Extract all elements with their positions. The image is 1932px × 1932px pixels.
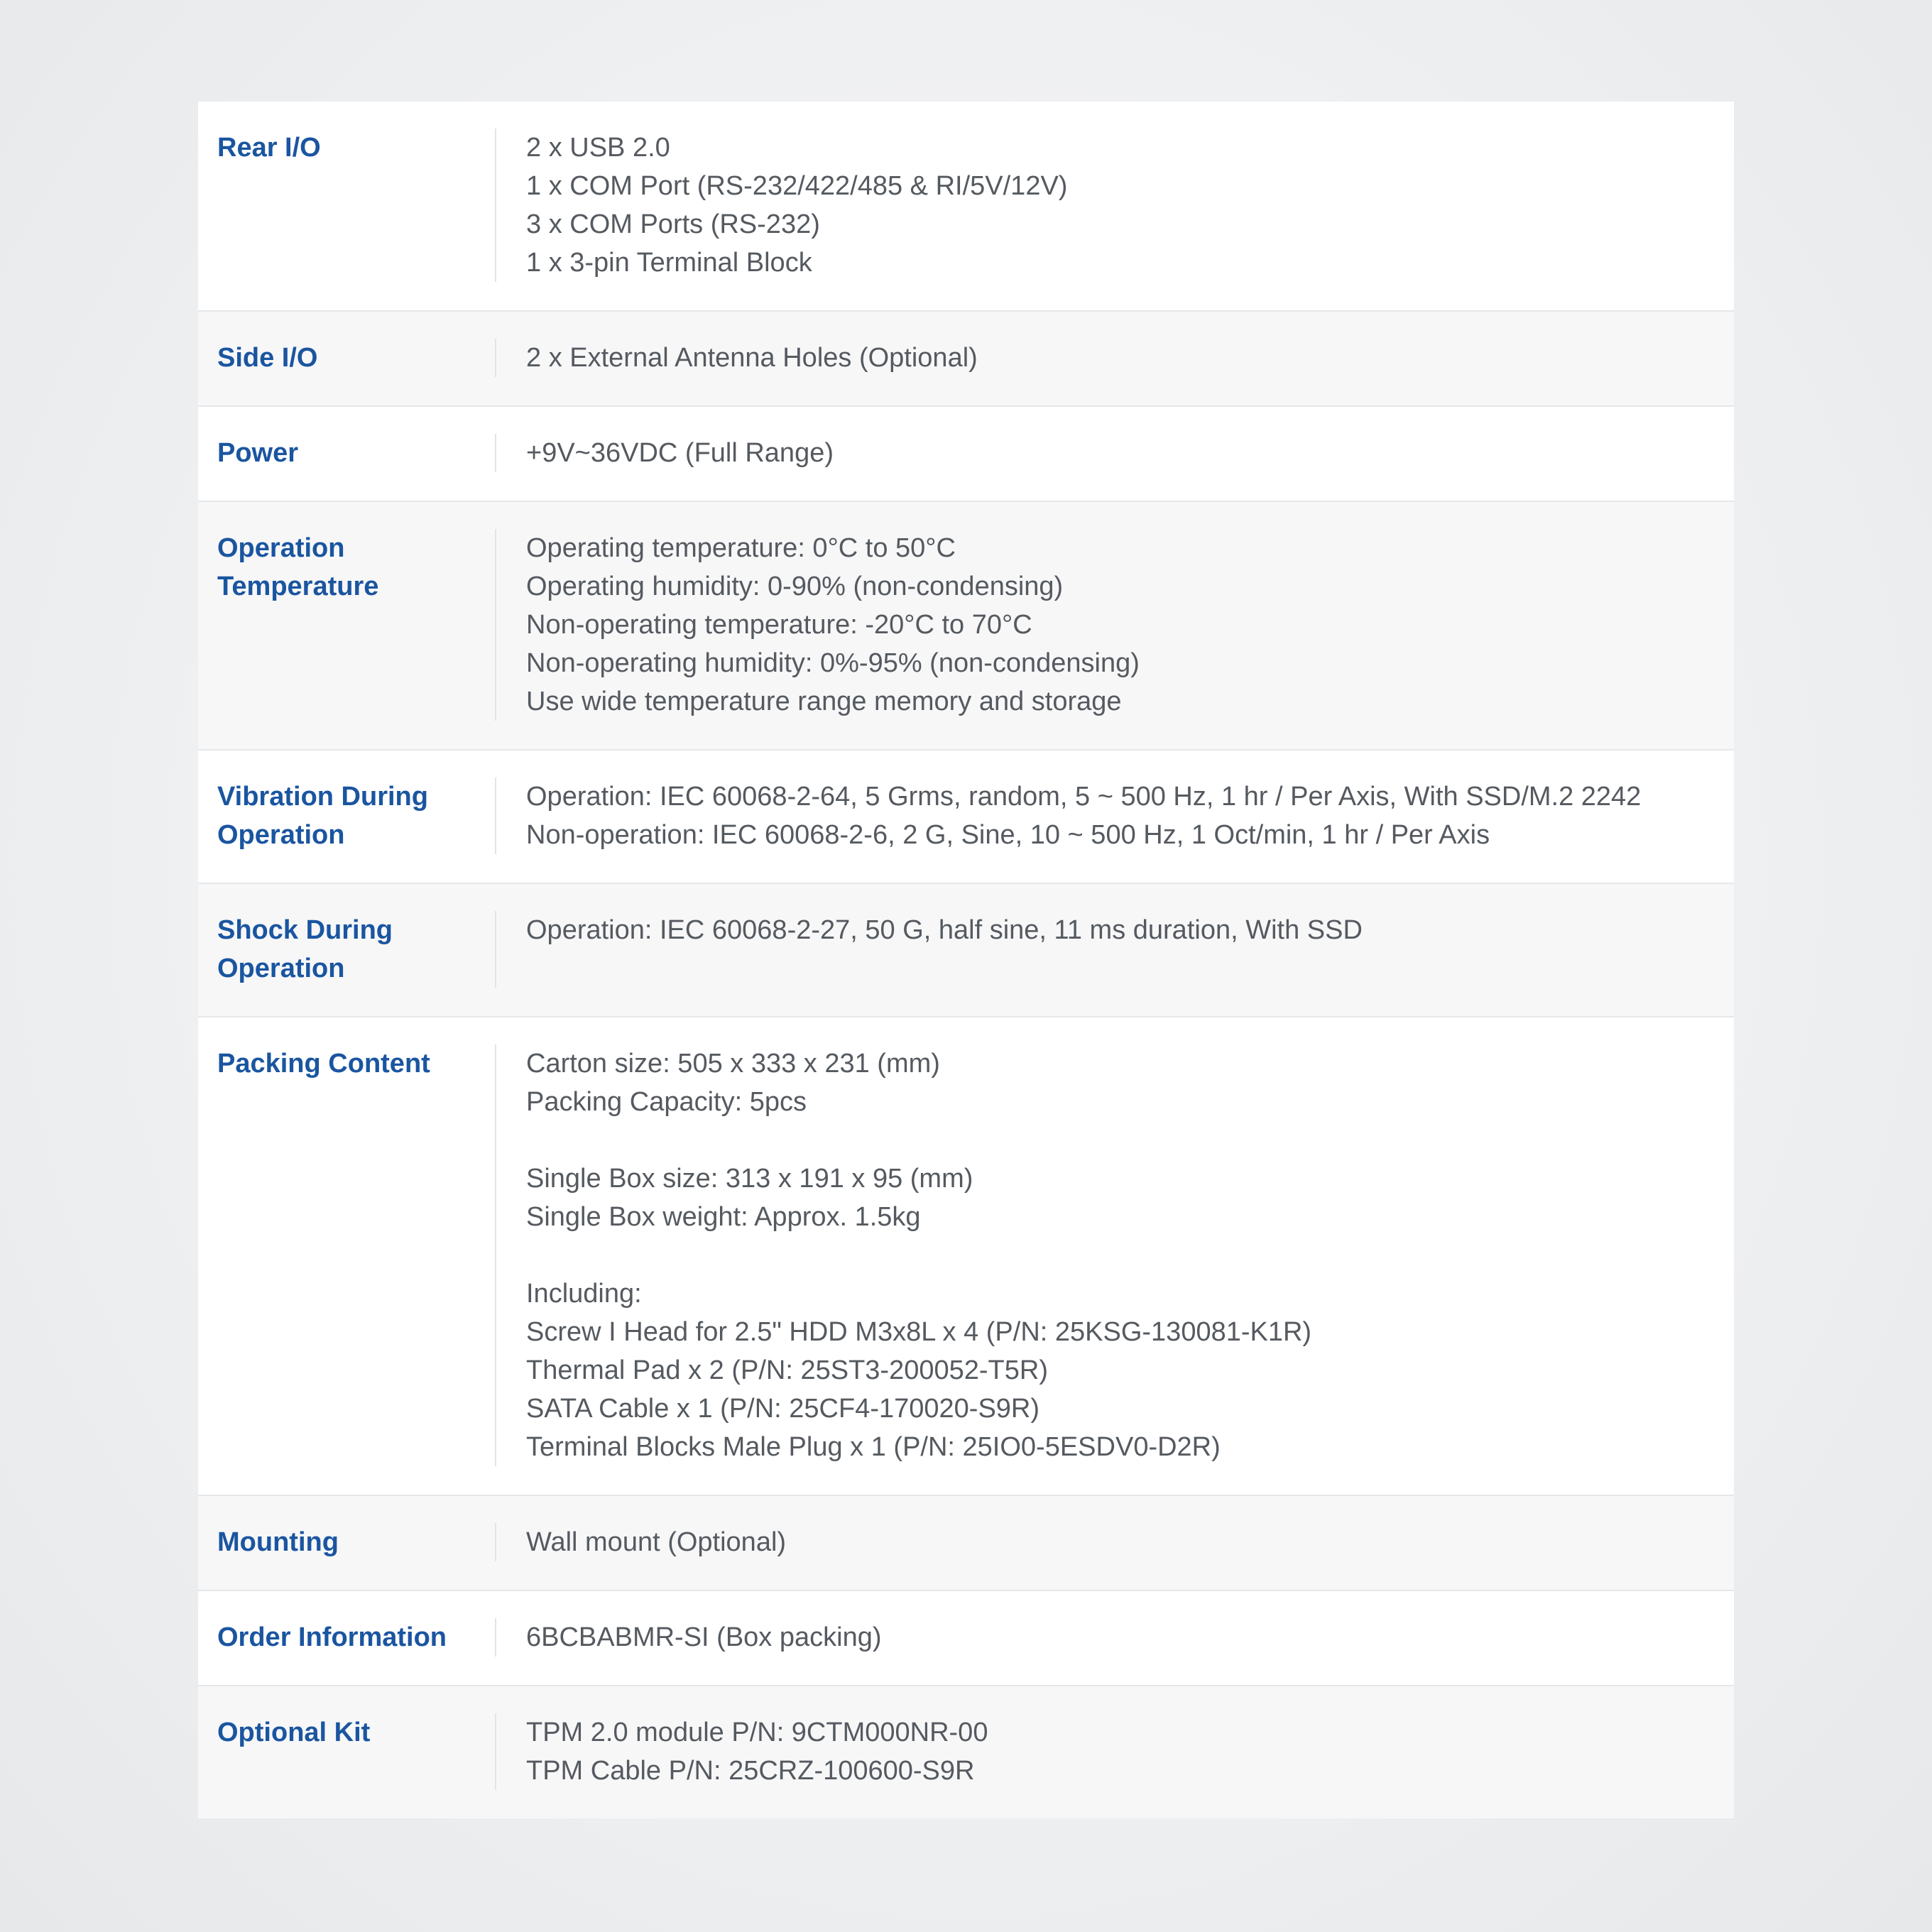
spec-label [198,529,496,721]
spec-value [496,129,1734,282]
spec-value-line: 2 x USB 2.0 [526,133,670,163]
spec-row-power [198,407,1734,502]
spec-label [198,1044,496,1466]
spec-value-line [526,1121,1713,1159]
spec-row-mounting [198,1496,1734,1591]
spec-label-text: Optional Kit [217,1718,371,1747]
spec-row-vibration [198,751,1734,884]
spec-value [496,339,1734,377]
spec-label-text: Rear I/O [217,133,321,163]
spec-value [496,529,1734,721]
spec-label-text: Packing Content [217,1049,430,1079]
spec-value-line: 3 x COM Ports (RS-232) [526,209,820,239]
spec-row-side-io [198,312,1734,407]
spec-value-line: Operation: IEC 60068-2-64, 5 Grms, random, 5 ~ 500 Hz, 1 hr / Per Axis, With SSD/M.2 2242 [526,782,1642,812]
spec-value-line: +9V~36VDC (Full Range) [526,438,834,468]
spec-value [496,777,1734,854]
spec-label-text: Operation [217,533,345,563]
spec-value-line: Carton size: 505 x 333 x 231 (mm) [526,1049,940,1079]
spec-label-text: Operation [217,820,345,850]
spec-label [198,434,496,472]
spec-value-line: Including: [526,1279,642,1309]
spec-value-line: Thermal Pad x 2 (P/N: 25ST3-200052-T5R) [526,1355,1048,1385]
spec-row-packing-content [198,1017,1734,1496]
spec-value-line: Use wide temperature range memory and storage [526,687,1122,716]
spec-label-text: Vibration During [217,782,428,812]
spec-label-text: Power [217,438,299,468]
spec-label [198,911,496,988]
spec-label-text: Temperature [217,572,379,601]
spec-row-optional-kit [198,1686,1734,1818]
spec-value-line: SATA Cable x 1 (P/N: 25CF4-170020-S9R) [526,1394,1040,1424]
spec-row-rear-io [198,102,1734,312]
spec-label [198,777,496,854]
spec-value [496,1618,1734,1657]
spec-label-text: Operation [217,954,345,983]
spec-value-line: Operating temperature: 0°C to 50°C [526,533,956,563]
spec-value-line: 2 x External Antenna Holes (Optional) [526,343,978,373]
spec-value [496,1713,1734,1790]
spec-value-line: Single Box weight: Approx. 1.5kg [526,1202,921,1232]
spec-value [496,1044,1734,1466]
spec-label [198,129,496,282]
spec-label [198,339,496,377]
spec-value-line: Non-operating temperature: -20°C to 70°C [526,610,1032,640]
spec-value-line: Operation: IEC 60068-2-27, 50 G, half sine, 11 ms duration, With SSD [526,915,1363,945]
spec-value [496,1523,1734,1561]
spec-label-text: Shock During [217,915,393,945]
spec-label [198,1713,496,1790]
spec-label-text: Side I/O [217,343,318,373]
spec-value-line: Screw I Head for 2.5" HDD M3x8L x 4 (P/N: 25KSG-130081-K1R) [526,1317,1312,1347]
spec-row-order-information [198,1591,1734,1686]
spec-value-line: Packing Capacity: 5pcs [526,1087,807,1117]
spec-label [198,1523,496,1561]
spec-value-line: 1 x 3-pin Terminal Block [526,248,812,278]
spec-value [496,911,1734,988]
spec-value-line: Terminal Blocks Male Plug x 1 (P/N: 25IO0-5ESDV0-D2R) [526,1432,1221,1462]
spec-value-line: TPM Cable P/N: 25CRZ-100600-S9R [526,1756,975,1786]
spec-table [198,102,1734,1828]
spec-label-text: Mounting [217,1527,339,1557]
spec-value [496,434,1734,472]
spec-value-line: Wall mount (Optional) [526,1527,787,1557]
spec-value-line [526,1236,1713,1275]
spec-value-line: Non-operating humidity: 0%-95% (non-condensing) [526,648,1140,678]
spec-value-line: Operating humidity: 0-90% (non-condensing) [526,572,1064,601]
spec-row-shock [198,884,1734,1017]
spec-value-line: Non-operation: IEC 60068-2-6, 2 G, Sine, 10 ~ 500 Hz, 1 Oct/min, 1 hr / Per Axis [526,820,1490,850]
spec-value-line: TPM 2.0 module P/N: 9CTM000NR-00 [526,1718,988,1747]
spec-label [198,1618,496,1657]
spec-row-operation-temperature [198,502,1734,751]
spec-value-line: 6BCBABMR-SI (Box packing) [526,1622,882,1652]
spec-value-line: Single Box size: 313 x 191 x 95 (mm) [526,1164,973,1194]
spec-value-line: 1 x COM Port (RS-232/422/485 & RI/5V/12V) [526,171,1068,201]
spec-label-text: Order Information [217,1622,447,1652]
